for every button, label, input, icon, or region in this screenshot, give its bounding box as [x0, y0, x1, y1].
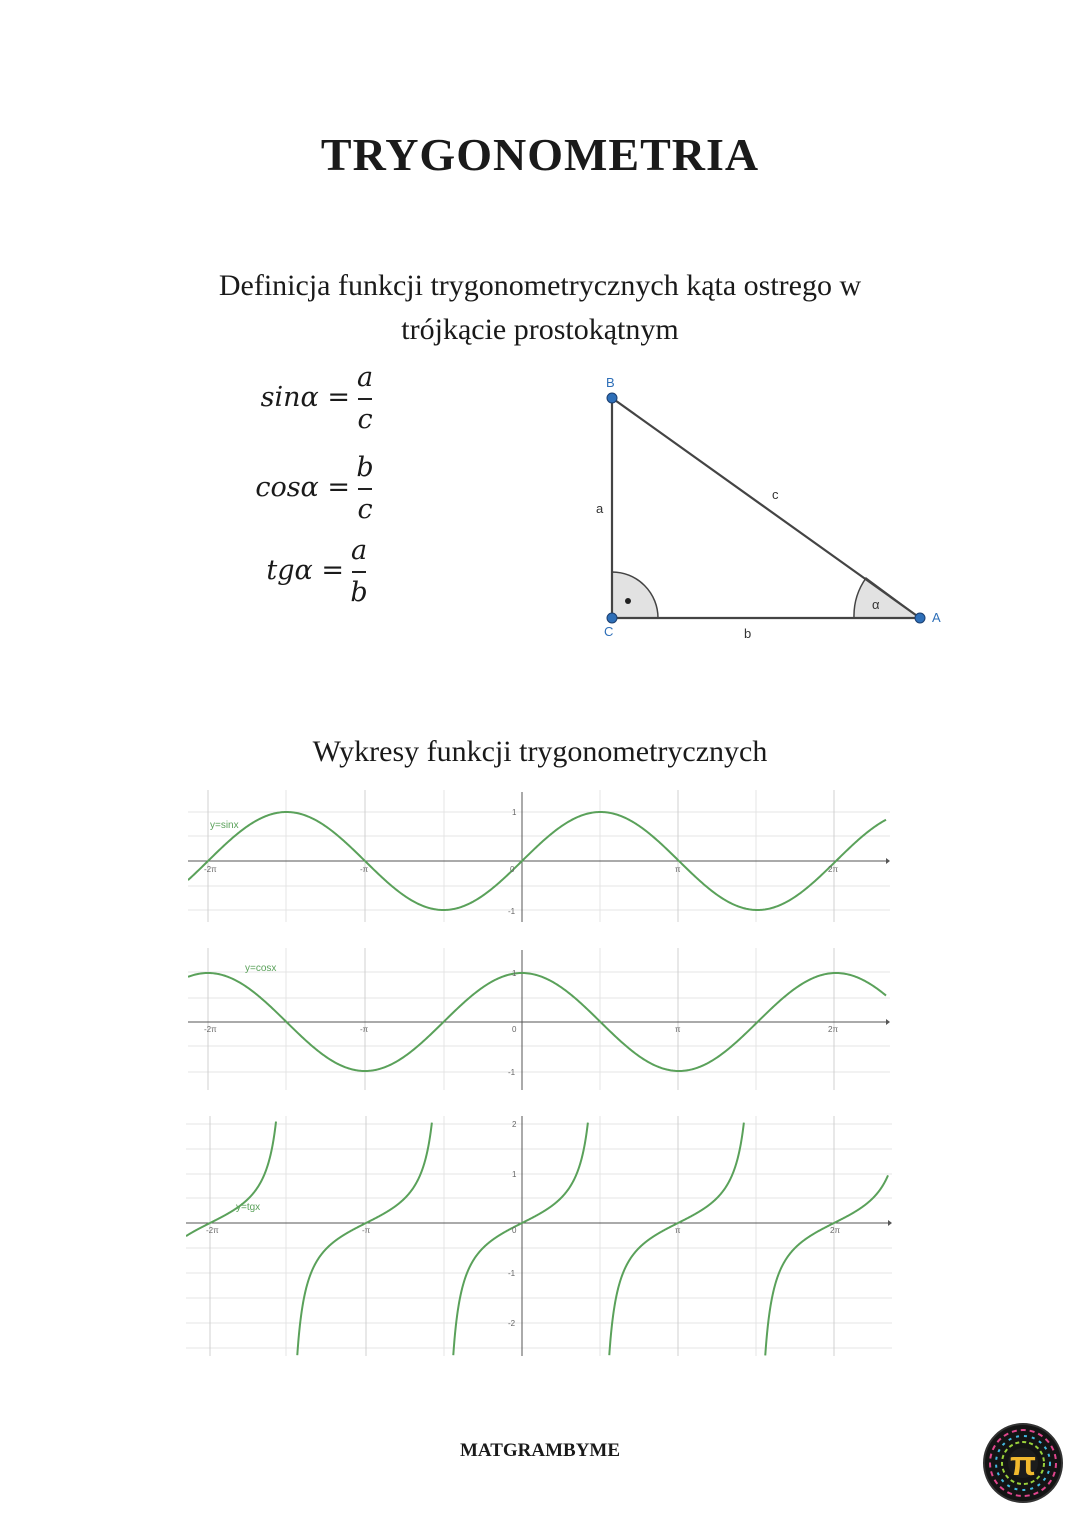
graphs-heading: Wykresy funkcji trygonometrycznych: [312, 735, 768, 768]
tangent-label: y=tgx: [236, 1202, 261, 1213]
sine-x-tick: π: [675, 865, 681, 874]
triangle-outline: [612, 398, 920, 618]
sin-fraction: [350, 358, 380, 440]
right-triangle-diagram: [580, 370, 960, 650]
cosine-y-tick: 1: [512, 969, 517, 978]
sine-x-tick: 0: [510, 865, 515, 874]
tangent-x-tick: 2π: [830, 1226, 840, 1235]
sin-denominator: c: [357, 404, 373, 435]
definition-heading-line1: Definicja funkcji trygonometrycznych kąta ostrego w: [218, 269, 862, 302]
sine-period-lines: [208, 790, 834, 922]
tangent-x-tick: π: [675, 1226, 681, 1235]
vertex-b-label: B: [606, 375, 615, 390]
cosine-y-tick: -1: [508, 1068, 516, 1077]
side-b-label: b: [744, 626, 752, 641]
sine-x-tick: -2π: [204, 865, 217, 874]
side-a-label: a: [596, 501, 604, 516]
sine-y-tick: 1: [512, 808, 517, 817]
vertex-a-label: A: [932, 610, 941, 625]
definition-heading-line2: trójkącie prostokątnym: [401, 313, 679, 346]
x-axis-arrow-icon: [886, 858, 890, 864]
side-c-label: c: [772, 487, 779, 502]
x-axis-arrow-icon: [888, 1220, 892, 1226]
cosine-graph: [188, 948, 890, 1090]
vertex-b-point: [607, 393, 617, 403]
tangent-grid: [186, 1116, 892, 1356]
vertex-c-point: [607, 613, 617, 623]
cosine-period-lines: [208, 948, 834, 1090]
tg-formula: [200, 555, 344, 595]
x-axis-arrow-icon: [886, 1019, 890, 1025]
cosine-x-tick: -π: [360, 1025, 369, 1034]
sine-x-tick: -π: [360, 865, 369, 874]
sin-numerator: a: [356, 362, 374, 393]
alpha-label: α: [872, 597, 880, 612]
sin-formula: [200, 382, 350, 422]
cosine-x-tick: π: [675, 1025, 681, 1034]
cos-formula-name: cosα =: [255, 472, 350, 503]
sine-label: y=sinx: [210, 820, 239, 831]
footer-brand: MATGRAMBYME: [459, 1440, 621, 1461]
sine-x-tick: 2π: [828, 865, 838, 874]
cosine-x-tick: 0: [512, 1025, 517, 1034]
tangent-branch: [186, 1122, 276, 1237]
tangent-x-tick: -2π: [206, 1226, 219, 1235]
logo-symbol: π: [1009, 1445, 1037, 1483]
sine-y-tick: -1: [508, 907, 516, 916]
tangent-y-tick: 2: [512, 1120, 517, 1129]
tangent-y-tick: 1: [512, 1170, 517, 1179]
cos-fraction: [350, 448, 380, 530]
cos-denominator: c: [357, 494, 373, 525]
tangent-y-tick: -2: [508, 1319, 516, 1328]
tangent-y-tick: -1: [508, 1269, 516, 1278]
tg-numerator: a: [350, 535, 368, 566]
tangent-branch: [453, 1123, 588, 1356]
vertex-a-point: [915, 613, 925, 623]
tg-fraction: [344, 531, 374, 613]
sine-graph: [188, 790, 890, 922]
right-angle-dot: [625, 598, 631, 604]
tangent-branch: [297, 1123, 432, 1356]
vertex-c-label: C: [604, 624, 614, 639]
cosine-grid: [188, 948, 890, 1090]
tangent-x-tick: 0: [512, 1226, 517, 1235]
tangent-x-tick: -π: [362, 1226, 371, 1235]
cos-formula: [200, 472, 350, 512]
sin-formula-name: sinα =: [260, 382, 350, 413]
cosine-x-tick: -2π: [204, 1025, 217, 1034]
right-angle-marker: [612, 572, 658, 618]
cos-numerator: b: [356, 452, 374, 483]
tangent-curves: [186, 1122, 888, 1356]
page-title: TRYGONOMETRIA: [320, 129, 760, 180]
tg-denominator: b: [350, 577, 368, 608]
tangent-graph: [186, 1116, 892, 1356]
tg-formula-name: tgα =: [266, 555, 344, 586]
cosine-x-tick: 2π: [828, 1025, 838, 1034]
tangent-branch: [609, 1123, 744, 1356]
pi-logo-icon: [982, 1422, 1064, 1504]
cosine-label: y=cosx: [245, 963, 277, 974]
tangent-branch: [765, 1175, 888, 1355]
